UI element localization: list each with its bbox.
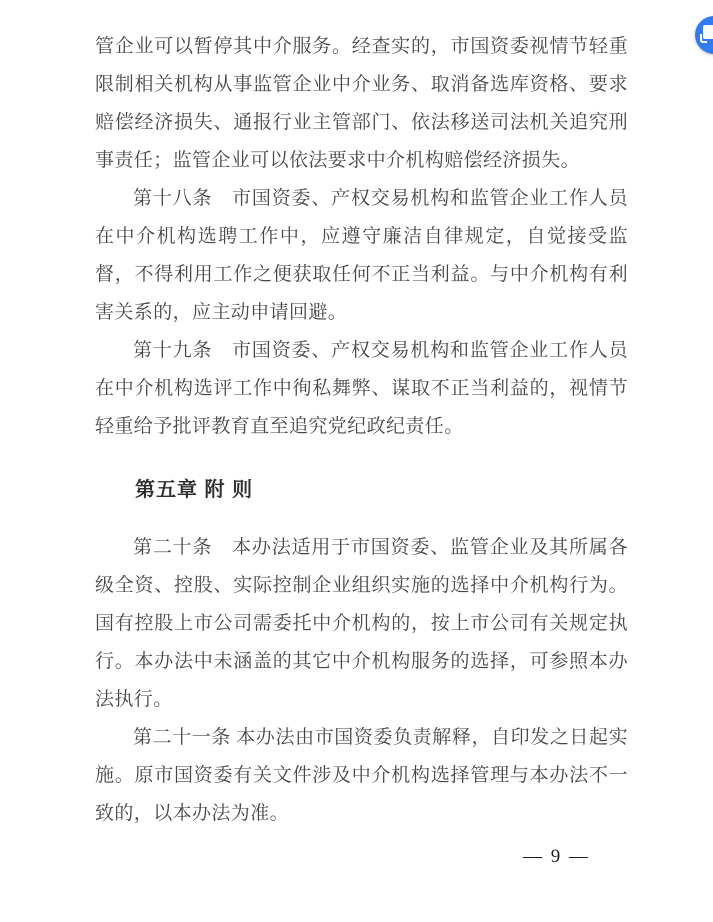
- paragraph: 管企业可以暂停其中介服务。经查实的，市国资委视情节轻重限制相关机构从事监管企业中介业务、取消备选库资格、要求赔偿经济损失、通报行业主管部门、依法移送司法机关追究刑事责任；监管企业可以依法要求中介机构赔偿经济损失。: [95, 36, 628, 171]
- document-body: [95, 28, 628, 833]
- document-icon: [703, 25, 713, 39]
- paragraph: 第二十一条 本办法由市国资委负责解释，自印发之日起实施。原市国资委有关文件涉及中介机构选择管理与本办法不一致的，以本办法为准。: [95, 727, 628, 824]
- paragraph: 第十九条 市国资委、产权交易机构和监管企业工作人员在中介机构选评工作中徇私舞弊、谋取不正当利益的，视情节轻重给予批评教育直至追究党纪政纪责任。: [95, 340, 628, 437]
- chapter-heading: 第五章 附 则: [135, 479, 254, 501]
- page-number: — 9 —: [523, 846, 590, 867]
- paragraph: 第十八条 市国资委、产权交易机构和监管企业工作人员在中介机构选聘工作中，应遵守廉洁自律规定，自觉接受监督，不得利用工作之便获取任何不正当利益。与中介机构有利害关系的，应主动申请回避。: [95, 188, 628, 323]
- paragraph: 第二十条 本办法适用于市国资委、监管企业及其所属各级全资、控股、实际控制企业组织实施的选择中介机构行为。国有控股上市公司需委托中介机构的，按上市公司有关规定执行。本办法中未涵盖的其它中介机构服务的选择，可参照本办法执行。: [95, 537, 628, 710]
- floating-action-button[interactable]: [695, 16, 713, 54]
